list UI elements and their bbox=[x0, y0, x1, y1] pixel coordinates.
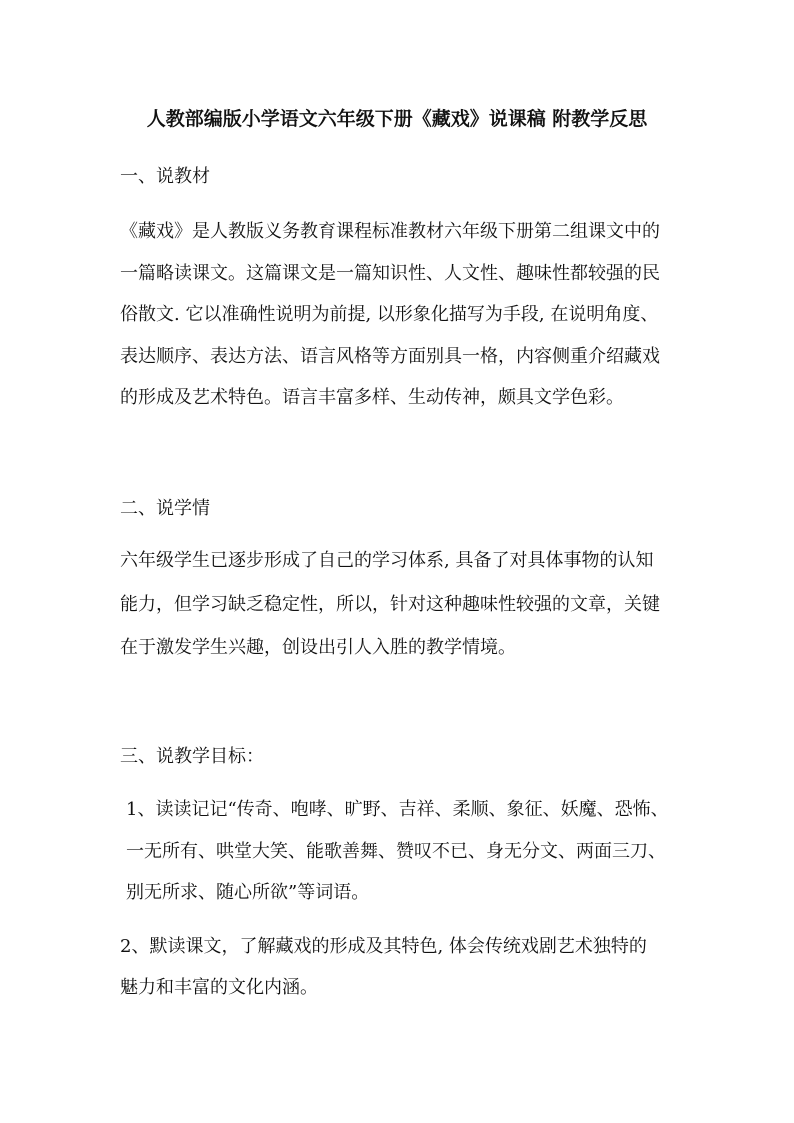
objective-line: 魅力和丰富的文化内涵。 bbox=[120, 977, 318, 998]
paragraph-line: 一篇略读课文。这篇课文是一篇知识性、人文性、趣味性都较强的民 bbox=[120, 263, 660, 284]
section-heading-textbook: 一、说教材 bbox=[120, 166, 210, 187]
paragraph-line: 表达顺序、表达方法、语言风格等方面别具一格，内容侧重介绍藏戏 bbox=[120, 346, 660, 367]
section-heading-students: 二、说学情 bbox=[120, 498, 210, 519]
paragraph-line: 俗散文. 它以准确性说明为前提, 以形象化描写为手段, 在说明角度、 bbox=[120, 304, 659, 325]
paragraph-line: 六年级学生已逐步形成了自己的学习体系, 具备了对具体事物的认知 bbox=[120, 550, 654, 571]
paragraph-line: 的形成及艺术特色。语言丰富多样、生动传神，颇具文学色彩。 bbox=[120, 387, 624, 408]
objective-line: 别无所求、随心所欲”等词语。 bbox=[126, 882, 370, 903]
paragraph-line: 《藏戏》是人教版义务教育课程标准教材六年级下册第二组课文中的 bbox=[120, 221, 660, 242]
document-title: 人教部编版小学语文六年级下册《藏戏》说课稿 附教学反思 bbox=[146, 108, 648, 130]
objective-line: 1、读读记记“传奇、咆哮、旷野、吉祥、柔顺、象征、妖魔、恐怖、 bbox=[126, 799, 669, 820]
objective-line: 2、默读课文，了解藏戏的形成及其特色, 体会传统戏剧艺术独特的 bbox=[120, 936, 647, 957]
objective-line: 一无所有、哄堂大笑、能歌善舞、赞叹不已、身无分文、两面三刀、 bbox=[126, 841, 666, 862]
section-heading-objectives: 三、说教学目标： bbox=[120, 746, 264, 767]
paragraph-line: 能力，但学习缺乏稳定性，所以，针对这种趣味性较强的文章，关键 bbox=[120, 594, 660, 615]
paragraph-line: 在于激发学生兴趣，创设出引人入胜的教学情境。 bbox=[120, 637, 516, 658]
